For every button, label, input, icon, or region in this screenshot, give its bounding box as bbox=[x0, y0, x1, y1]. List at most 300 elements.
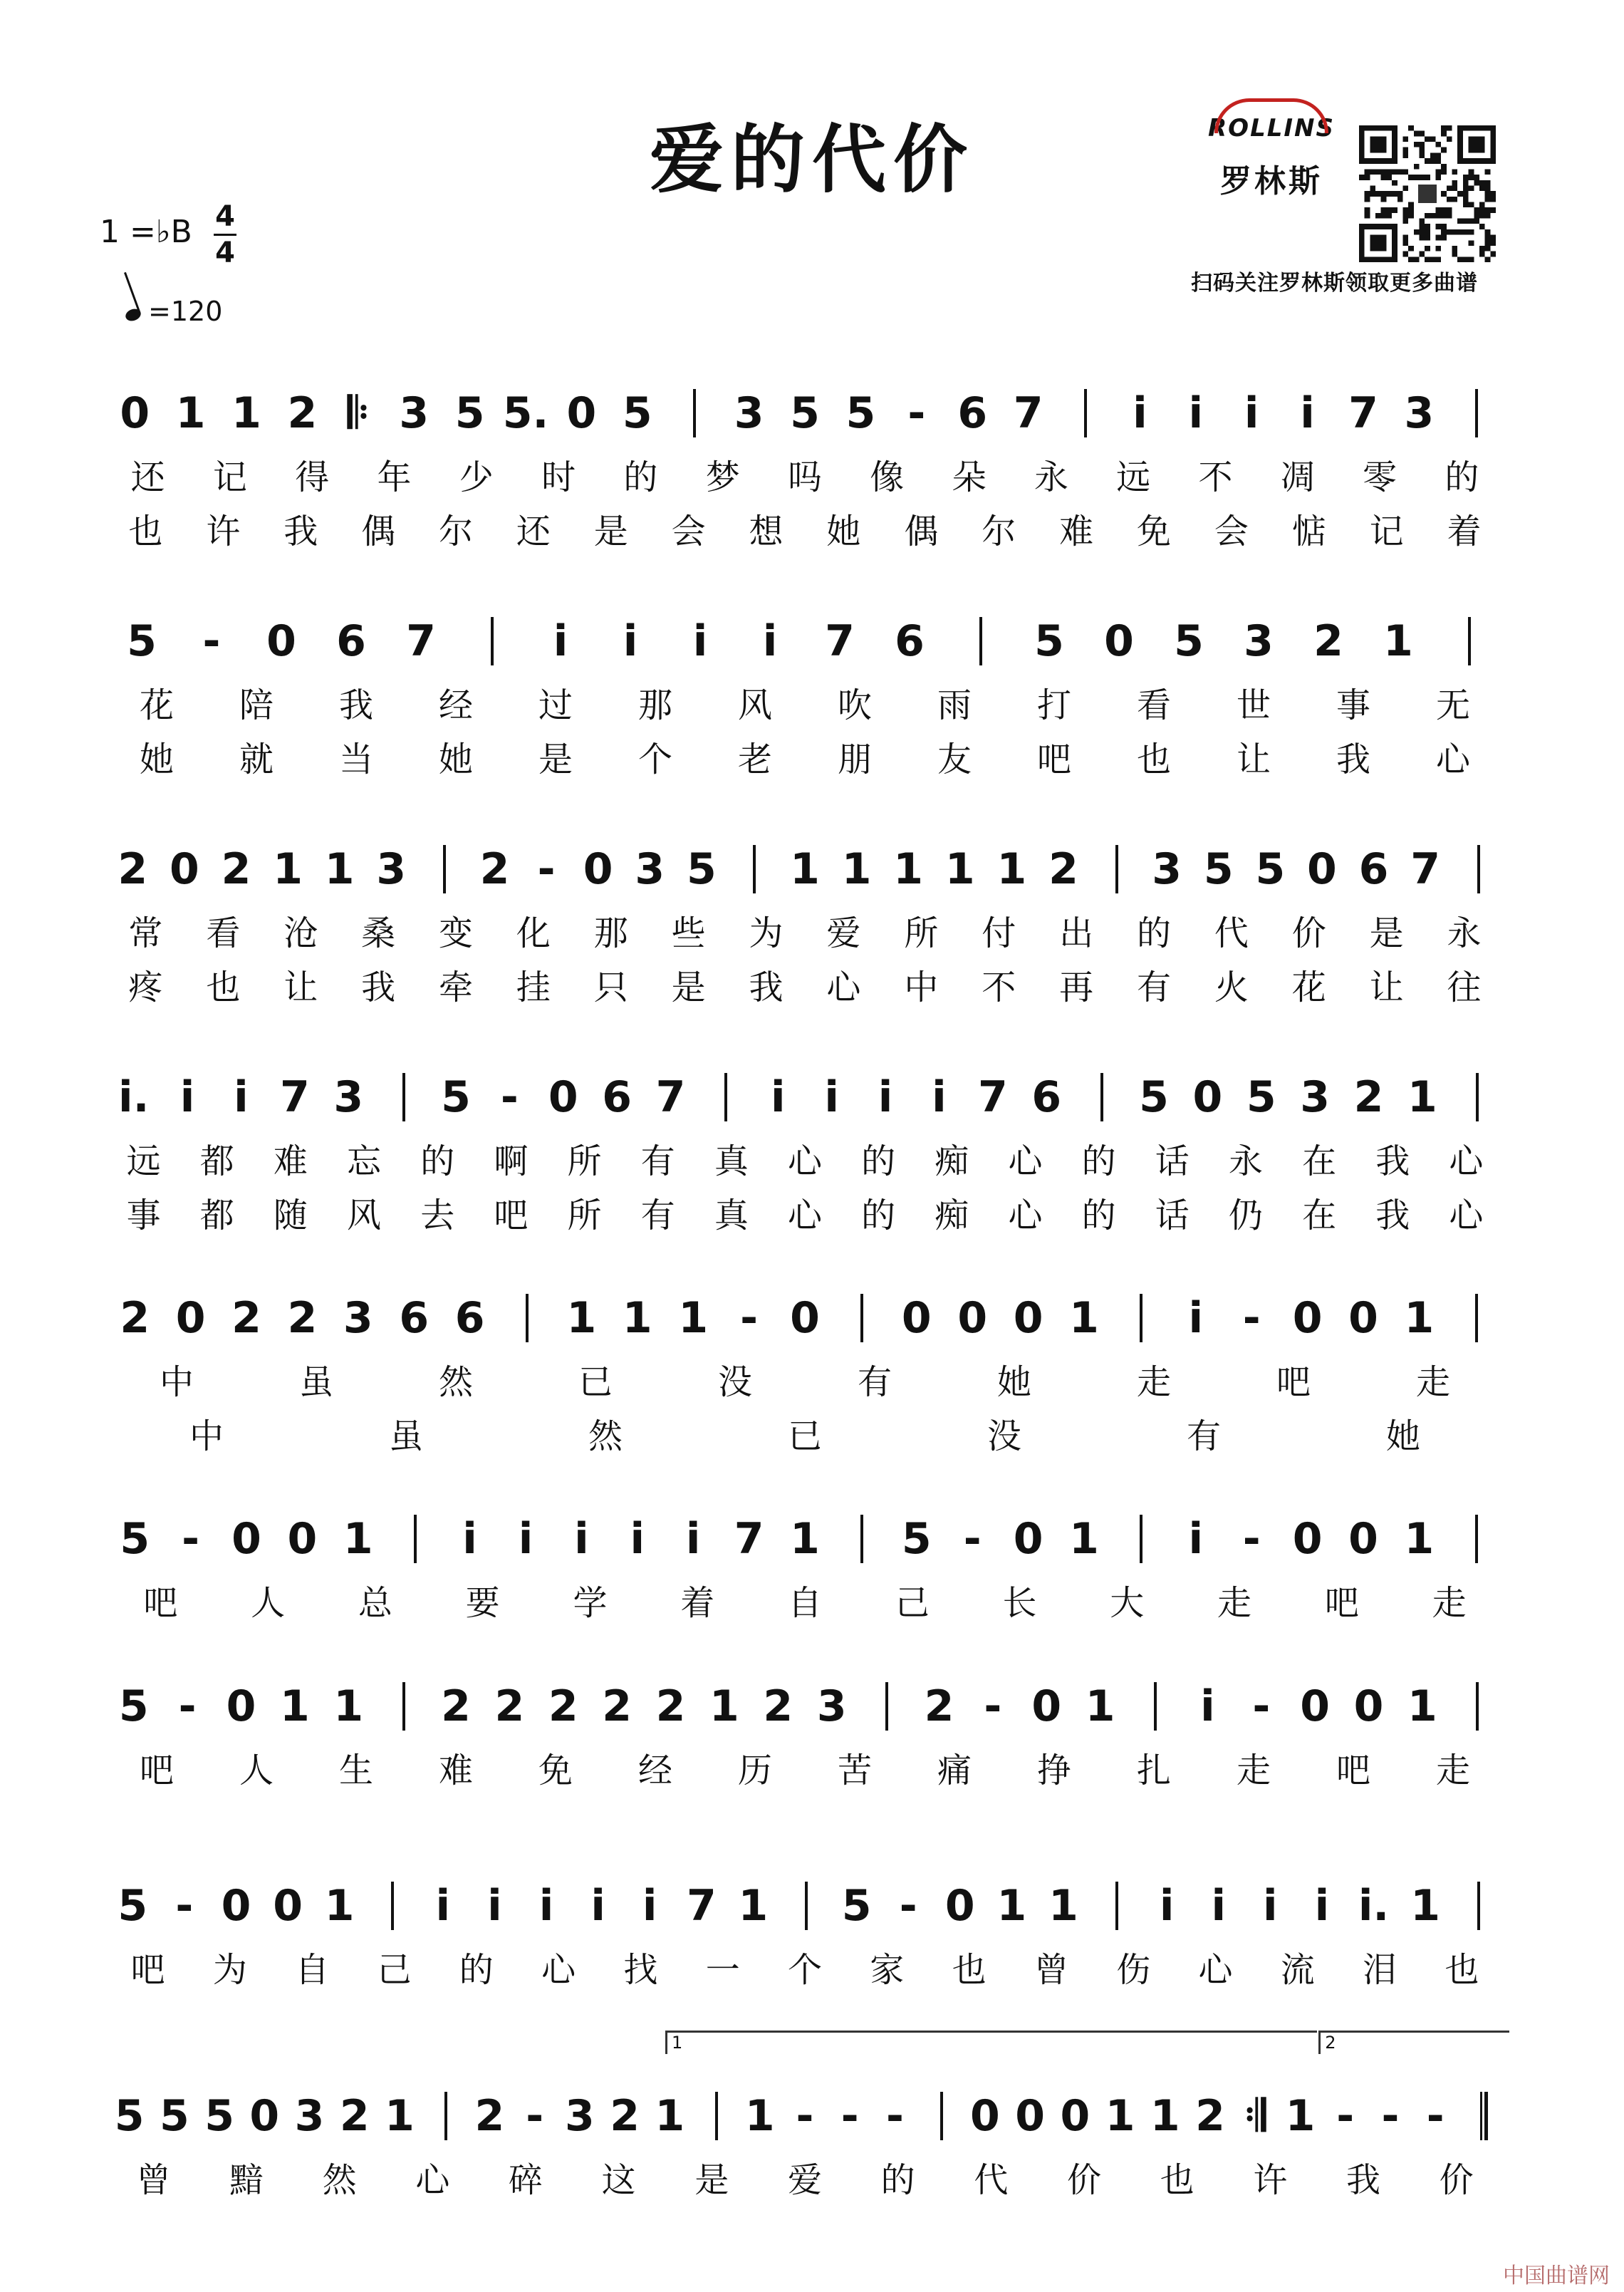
lyric-char: 的 bbox=[861, 1141, 896, 1181]
lyric-char: 我 bbox=[338, 685, 374, 725]
lyric-char: 在 bbox=[1302, 1141, 1337, 1181]
note: i bbox=[1211, 1881, 1227, 1931]
note: 5 bbox=[686, 844, 717, 894]
note: 2 bbox=[1313, 616, 1343, 666]
lyric-char: 也 bbox=[128, 512, 163, 551]
lyric-char: 也 bbox=[1445, 1950, 1479, 1990]
lyric-char: 这 bbox=[601, 2160, 636, 2200]
lyric-char: 所 bbox=[567, 1196, 602, 1235]
note: i bbox=[234, 1072, 249, 1122]
note: 6 bbox=[895, 616, 925, 666]
lyric-char: 风 bbox=[737, 685, 773, 725]
note: 5 bbox=[1246, 1072, 1276, 1122]
lyrics-verse-1 bbox=[107, 684, 1503, 727]
barline bbox=[526, 1294, 529, 1342]
note: 5 bbox=[1139, 1072, 1169, 1122]
note: 0 bbox=[1307, 844, 1337, 894]
lyric-char: 难 bbox=[1059, 512, 1094, 551]
lyric-char: 仍 bbox=[1228, 1196, 1263, 1235]
note: 5 bbox=[120, 1514, 150, 1564]
lyric-char: 的 bbox=[459, 1950, 494, 1990]
lyric-char: 的 bbox=[623, 457, 658, 497]
lyric-char: 我 bbox=[361, 968, 396, 1007]
lyric-char: 虽 bbox=[388, 1416, 424, 1456]
lyric-char: 中 bbox=[904, 968, 939, 1007]
note: 2 bbox=[120, 1293, 150, 1343]
note: 6 bbox=[399, 1293, 430, 1343]
notation-line bbox=[107, 841, 1503, 905]
notation-line bbox=[107, 613, 1503, 677]
lyric-char: 有 bbox=[1136, 968, 1172, 1007]
lyric-char: 再 bbox=[1059, 968, 1094, 1007]
lyric-char: 人 bbox=[239, 1751, 274, 1790]
lyric-char: 长 bbox=[1002, 1583, 1037, 1623]
note: 2 bbox=[287, 388, 318, 438]
lyric-char: 不 bbox=[1198, 457, 1233, 497]
lyric-char: 学 bbox=[573, 1583, 608, 1623]
note: 7 bbox=[406, 616, 436, 666]
lyric-char: 心 bbox=[826, 968, 861, 1007]
note: - bbox=[202, 616, 221, 666]
note: 1 bbox=[385, 2091, 415, 2141]
note: 3 bbox=[1152, 844, 1182, 894]
lyric-char: 着 bbox=[680, 1583, 715, 1623]
lyric-char: 她 bbox=[438, 740, 474, 779]
note: 2 bbox=[339, 2091, 370, 2141]
lyric-char: 没 bbox=[987, 1416, 1022, 1456]
note: 1 bbox=[996, 844, 1027, 894]
qr-code-icon[interactable] bbox=[1359, 125, 1496, 262]
lyric-char: 付 bbox=[982, 913, 1016, 953]
lyric-char: 大 bbox=[1110, 1583, 1145, 1623]
barline bbox=[402, 1682, 405, 1731]
lyric-char: 沧 bbox=[283, 913, 318, 953]
note: 0 bbox=[1104, 616, 1134, 666]
note: 0 bbox=[175, 1293, 206, 1343]
note: 1 bbox=[655, 2091, 685, 2141]
lyric-char: 的 bbox=[1445, 457, 1479, 497]
note: 2 bbox=[474, 2091, 505, 2141]
lyric-char: 往 bbox=[1447, 968, 1482, 1007]
lyric-char: 挣 bbox=[1036, 1751, 1072, 1790]
lyrics-verse-1 bbox=[107, 1949, 1503, 1991]
lyric-char: 扎 bbox=[1136, 1751, 1172, 1790]
note: 1 bbox=[1085, 1681, 1115, 1731]
barline bbox=[979, 617, 982, 665]
note: 5 bbox=[159, 2091, 189, 2141]
note: 1 bbox=[1150, 2091, 1180, 2141]
lyric-char: 吧 bbox=[494, 1196, 529, 1235]
lyrics-verse-2 bbox=[107, 510, 1503, 553]
lyric-char: 有 bbox=[857, 1362, 892, 1402]
note: 2 bbox=[221, 844, 251, 894]
note: 0 bbox=[901, 1293, 932, 1343]
lyric-char: 疼 bbox=[128, 968, 163, 1007]
lyric-char: 我 bbox=[1375, 1141, 1410, 1181]
lyric-char: 黯 bbox=[229, 2160, 264, 2200]
note: 1 bbox=[790, 844, 820, 894]
lyric-char: 没 bbox=[717, 1362, 753, 1402]
lyric-char: 心 bbox=[541, 1950, 576, 1990]
note: 1 bbox=[273, 844, 303, 894]
lyric-char: 走 bbox=[1432, 1583, 1467, 1623]
lyric-char: 中 bbox=[189, 1416, 224, 1456]
lyric-char: 人 bbox=[251, 1583, 286, 1623]
note: i bbox=[487, 1881, 502, 1931]
barline bbox=[1475, 1515, 1478, 1563]
lyric-char: 远 bbox=[1116, 457, 1151, 497]
note: 3 bbox=[816, 1681, 847, 1731]
note: 7 bbox=[1410, 844, 1440, 894]
brand-name: 罗林斯 bbox=[1220, 163, 1323, 199]
note: 2 bbox=[494, 1681, 525, 1731]
lyric-char: 会 bbox=[671, 512, 706, 551]
lyric-char: 像 bbox=[870, 457, 905, 497]
lyric-char: 梦 bbox=[705, 457, 740, 497]
note: 3 bbox=[635, 844, 665, 894]
note: 7 bbox=[279, 1072, 310, 1122]
note: i bbox=[642, 1881, 657, 1931]
note: 2 bbox=[763, 1681, 793, 1731]
lyric-char: 尔 bbox=[982, 512, 1016, 551]
note: 1 bbox=[1410, 1881, 1440, 1931]
lyric-char: 中 bbox=[159, 1362, 194, 1402]
note: - bbox=[1381, 2091, 1400, 2141]
note: - bbox=[984, 1681, 1002, 1731]
lyric-char: 都 bbox=[199, 1141, 234, 1181]
note: 0 bbox=[1300, 1681, 1331, 1731]
lyric-char: 吧 bbox=[130, 1950, 165, 1990]
lyric-char: 痴 bbox=[935, 1196, 969, 1235]
lyric-char: 我 bbox=[283, 512, 318, 551]
note: 5 bbox=[118, 1881, 148, 1931]
lyric-char: 生 bbox=[338, 1751, 374, 1790]
note: i bbox=[762, 616, 778, 666]
lyric-char: 年 bbox=[377, 457, 412, 497]
lyric-char: 总 bbox=[358, 1583, 392, 1623]
note: i bbox=[878, 1072, 893, 1122]
lyric-char: 已 bbox=[787, 1416, 823, 1456]
note: 2 bbox=[602, 1681, 633, 1731]
note: i bbox=[1159, 1881, 1175, 1931]
lyric-char: 吧 bbox=[1276, 1362, 1311, 1402]
note: 6 bbox=[1031, 1072, 1062, 1122]
lyrics-verse-1 bbox=[107, 2159, 1503, 2202]
lyric-char: 看 bbox=[206, 913, 241, 953]
note: 0 bbox=[1013, 1293, 1043, 1343]
lyric-char: 也 bbox=[1160, 2160, 1194, 2200]
note: 1 bbox=[744, 2091, 775, 2141]
note: 1 bbox=[1404, 1514, 1435, 1564]
lyric-char: 会 bbox=[1214, 512, 1249, 551]
note: 5 bbox=[901, 1514, 932, 1564]
lyric-char: 历 bbox=[737, 1751, 773, 1790]
lyric-char: 曾 bbox=[136, 2160, 171, 2200]
lyric-char: 是 bbox=[694, 2160, 729, 2200]
lyric-char: 然 bbox=[438, 1362, 474, 1402]
lyric-char: 随 bbox=[273, 1196, 308, 1235]
barline bbox=[715, 2092, 718, 2140]
lyric-char: 为 bbox=[212, 1950, 247, 1990]
note: 6 bbox=[602, 1072, 633, 1122]
barline bbox=[753, 845, 756, 893]
note: i bbox=[435, 1881, 451, 1931]
note: 0 bbox=[1292, 1293, 1323, 1343]
note: i bbox=[692, 616, 708, 666]
lyric-char: 零 bbox=[1363, 457, 1397, 497]
tempo-marking bbox=[125, 296, 222, 327]
barline bbox=[1084, 389, 1087, 437]
barline bbox=[693, 389, 696, 437]
note: i bbox=[1263, 1881, 1278, 1931]
note: 5 bbox=[1174, 616, 1204, 666]
note: i bbox=[1200, 1681, 1215, 1731]
note: i bbox=[1314, 1881, 1330, 1931]
lyric-char: 风 bbox=[347, 1196, 382, 1235]
note: 1 bbox=[893, 844, 924, 894]
note: 1 bbox=[944, 844, 975, 894]
lyric-char: 世 bbox=[1236, 685, 1271, 725]
barline bbox=[444, 2092, 447, 2140]
note: 1 bbox=[231, 388, 261, 438]
lyric-char: 让 bbox=[283, 968, 318, 1007]
lyric-char: 自 bbox=[295, 1950, 330, 1990]
lyric-char: 还 bbox=[130, 457, 165, 497]
note: 7 bbox=[1348, 388, 1378, 438]
lyric-char: 有 bbox=[640, 1141, 675, 1181]
lyric-char: 走 bbox=[1415, 1362, 1451, 1402]
lyric-char: 心 bbox=[1449, 1196, 1484, 1235]
note: 0 bbox=[1348, 1514, 1378, 1564]
note: 1 bbox=[1105, 2091, 1135, 2141]
note: 1 bbox=[279, 1681, 310, 1731]
note: 7 bbox=[825, 616, 855, 666]
logo-text: ROLLINS bbox=[1207, 114, 1335, 142]
note: i bbox=[553, 616, 568, 666]
lyric-char: 走 bbox=[1435, 1751, 1471, 1790]
note: - bbox=[840, 2091, 859, 2141]
note: 1 bbox=[324, 1881, 355, 1931]
note: 2 bbox=[118, 844, 148, 894]
lyric-char: 那 bbox=[593, 913, 628, 953]
lyric-char: 然 bbox=[588, 1416, 623, 1456]
note: 0 bbox=[1348, 1293, 1378, 1343]
lyric-char: 碎 bbox=[508, 2160, 543, 2200]
lyric-char: 是 bbox=[671, 968, 706, 1007]
note: 7 bbox=[655, 1072, 686, 1122]
note: 5 bbox=[790, 388, 820, 438]
note: 3 bbox=[1300, 1072, 1331, 1122]
lyrics-verse-1 bbox=[107, 1749, 1503, 1792]
note: - bbox=[740, 1293, 759, 1343]
note: 2 bbox=[441, 1681, 471, 1731]
note: 1 bbox=[1383, 616, 1413, 666]
note: 1 bbox=[1048, 1881, 1078, 1931]
note: 0 bbox=[221, 1881, 251, 1931]
lyric-char: 吧 bbox=[139, 1751, 175, 1790]
barline bbox=[860, 1515, 863, 1563]
lyric-char: 代 bbox=[974, 2160, 1009, 2200]
volta-ending: 2 bbox=[1318, 2031, 1509, 2054]
note: 7 bbox=[686, 1881, 717, 1931]
lyric-char: 事 bbox=[1336, 685, 1371, 725]
lyric-char: 心 bbox=[1435, 740, 1471, 779]
barline bbox=[885, 1682, 888, 1731]
note: 0 bbox=[226, 1681, 256, 1731]
lyric-char: 所 bbox=[567, 1141, 602, 1181]
note: - bbox=[1252, 1681, 1271, 1731]
lyric-char: 我 bbox=[749, 968, 784, 1007]
barline bbox=[1115, 1882, 1118, 1930]
note: 1 bbox=[333, 1681, 364, 1731]
lyric-char: 是 bbox=[538, 740, 573, 779]
note: - bbox=[796, 2091, 814, 2141]
note: 0 bbox=[566, 388, 597, 438]
notation-line bbox=[107, 1678, 1503, 1742]
note: 5 bbox=[841, 1881, 872, 1931]
note: - bbox=[1242, 1293, 1261, 1343]
lyric-char: 个 bbox=[787, 1950, 823, 1990]
lyric-char: 不 bbox=[982, 968, 1016, 1007]
note: 0 bbox=[1031, 1681, 1062, 1731]
lyric-char: 我 bbox=[1345, 2160, 1381, 2200]
lyrics-verse-1 bbox=[107, 912, 1503, 955]
lyric-char: 吧 bbox=[1036, 740, 1072, 779]
lyric-char: 只 bbox=[593, 968, 628, 1007]
notation-line bbox=[107, 1069, 1503, 1133]
lyric-char: 心 bbox=[1198, 1950, 1233, 1990]
lyric-char: 爱 bbox=[826, 913, 861, 953]
lyric-char: 痴 bbox=[935, 1141, 969, 1181]
notation-line bbox=[107, 1290, 1503, 1354]
note: 7 bbox=[1013, 388, 1043, 438]
lyric-char: 价 bbox=[1291, 913, 1326, 953]
lyric-char: 让 bbox=[1369, 968, 1404, 1007]
lyric-char: 也 bbox=[206, 968, 241, 1007]
note: i bbox=[538, 1881, 554, 1931]
barline bbox=[1140, 1294, 1142, 1342]
note: 2 bbox=[479, 844, 510, 894]
note: i bbox=[771, 1072, 786, 1122]
lyric-char: 桑 bbox=[361, 913, 396, 953]
lyric-char: 吹 bbox=[837, 685, 873, 725]
lyric-char: 真 bbox=[714, 1141, 749, 1181]
barline bbox=[1476, 1073, 1479, 1121]
lyric-char: 在 bbox=[1302, 1196, 1337, 1235]
lyric-char: 已 bbox=[578, 1362, 613, 1402]
note: 2 bbox=[1353, 1072, 1384, 1122]
lyric-char: 火 bbox=[1214, 968, 1249, 1007]
note: 0 bbox=[287, 1514, 318, 1564]
barline bbox=[414, 1515, 417, 1563]
note: 5. bbox=[502, 388, 549, 438]
lyric-char: 走 bbox=[1136, 1362, 1172, 1402]
note: 0 bbox=[548, 1072, 578, 1122]
lyric-char: 凋 bbox=[1280, 457, 1315, 497]
brand-logo bbox=[1193, 114, 1350, 201]
lyric-char: 出 bbox=[1059, 913, 1094, 953]
lyric-char: 心 bbox=[787, 1196, 823, 1235]
note: i bbox=[1244, 388, 1259, 438]
barline bbox=[1154, 1682, 1157, 1731]
note: 5 bbox=[622, 388, 652, 438]
note: i bbox=[685, 1514, 701, 1564]
note: 2 bbox=[231, 1293, 261, 1343]
lyric-char: 价 bbox=[1066, 2160, 1102, 2200]
lyric-char: 走 bbox=[1236, 1751, 1271, 1790]
note: 2 bbox=[924, 1681, 954, 1731]
lyric-char: 永 bbox=[1447, 913, 1482, 953]
lyric-char: 尔 bbox=[438, 512, 474, 551]
lyric-char: 要 bbox=[465, 1583, 500, 1623]
lyric-char: 她 bbox=[996, 1362, 1032, 1402]
note: - bbox=[1426, 2091, 1445, 2141]
note: 1 bbox=[841, 844, 872, 894]
note: 0 bbox=[970, 2091, 1000, 2141]
note: 6 bbox=[336, 616, 366, 666]
lyric-char: 免 bbox=[538, 1751, 573, 1790]
lyric-char: 话 bbox=[1155, 1196, 1190, 1235]
note: 0 bbox=[266, 616, 296, 666]
lyric-char: 着 bbox=[1447, 512, 1482, 551]
note: 3 bbox=[1244, 616, 1274, 666]
lyric-char: 过 bbox=[538, 685, 573, 725]
lyric-char: 就 bbox=[239, 740, 274, 779]
lyric-char: 去 bbox=[420, 1196, 455, 1235]
barline bbox=[1475, 1294, 1478, 1342]
note: - bbox=[500, 1072, 519, 1122]
note: i bbox=[623, 616, 638, 666]
lyric-char: 事 bbox=[126, 1196, 161, 1235]
note: 1 bbox=[175, 388, 206, 438]
lyric-char: 有 bbox=[1186, 1416, 1222, 1456]
note: i. bbox=[118, 1072, 150, 1122]
lyric-char: 朵 bbox=[952, 457, 987, 497]
lyric-char: 偶 bbox=[361, 512, 396, 551]
lyric-char: 让 bbox=[1236, 740, 1271, 779]
note: 1 bbox=[709, 1681, 739, 1731]
note: 0 bbox=[1353, 1681, 1384, 1731]
note: - bbox=[907, 388, 926, 438]
lyric-char: 爱 bbox=[787, 2160, 823, 2200]
lyrics-verse-1 bbox=[107, 1582, 1503, 1624]
note: 1 bbox=[566, 1293, 597, 1343]
lyrics-verse-2 bbox=[107, 1194, 1503, 1237]
note: 0 bbox=[583, 844, 613, 894]
lyric-char: 的 bbox=[420, 1141, 455, 1181]
lyric-char: 远 bbox=[126, 1141, 161, 1181]
note: - bbox=[963, 1514, 982, 1564]
note: - bbox=[1336, 2091, 1355, 2141]
note: 1 bbox=[1404, 1293, 1435, 1343]
lyric-char: 啊 bbox=[494, 1141, 529, 1181]
lyric-char: 打 bbox=[1036, 685, 1072, 725]
note: 2 bbox=[548, 1681, 578, 1731]
note: - bbox=[175, 1881, 194, 1931]
note: i bbox=[1300, 388, 1315, 438]
barline bbox=[724, 1073, 727, 1121]
notation-line bbox=[107, 2088, 1503, 2152]
note: i bbox=[179, 1072, 195, 1122]
note: 6 bbox=[454, 1293, 485, 1343]
lyric-char: 时 bbox=[541, 457, 576, 497]
logo-swoosh-icon bbox=[1214, 98, 1328, 133]
lyric-char: 雨 bbox=[937, 685, 972, 725]
note: 3 bbox=[376, 844, 407, 894]
note: 0 bbox=[1015, 2091, 1045, 2141]
note: 2 bbox=[610, 2091, 640, 2141]
lyric-char: 忘 bbox=[347, 1141, 382, 1181]
